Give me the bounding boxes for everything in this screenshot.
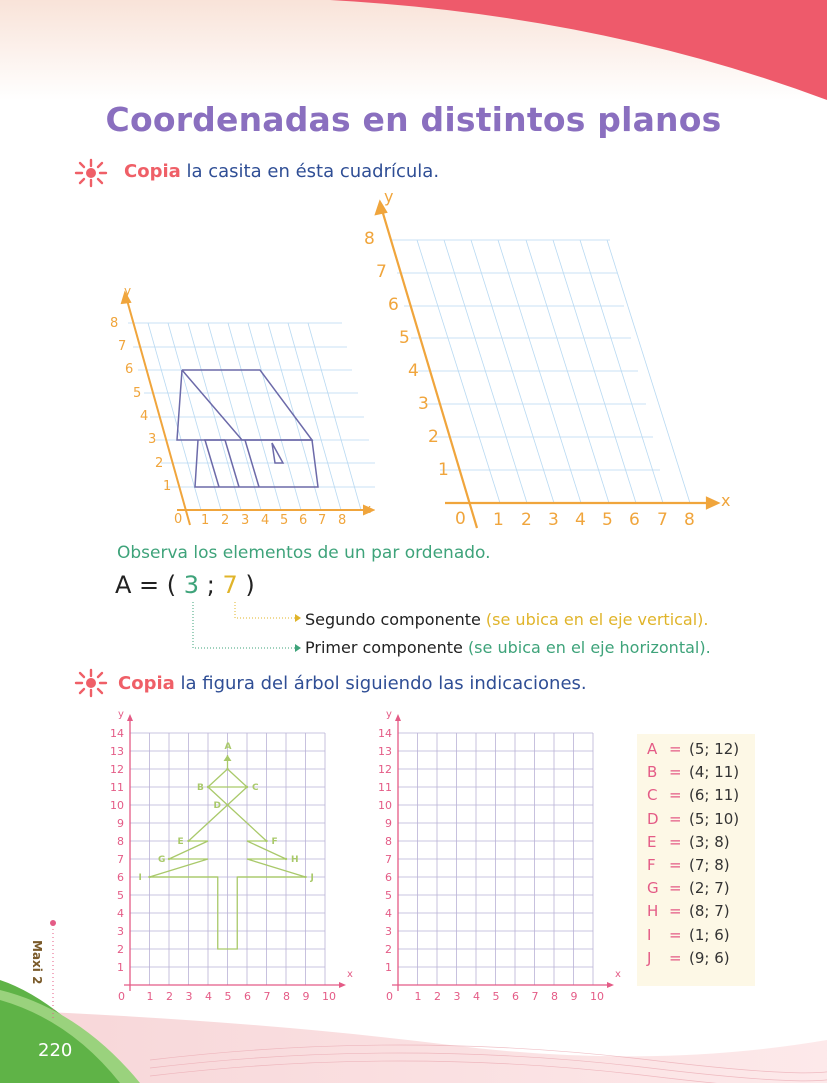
point-name: C (647, 786, 658, 805)
instruction-verb: Copia (118, 673, 175, 694)
tree-point-label: C (252, 783, 259, 793)
x-axis-arrow (339, 982, 346, 988)
axis-x-label: x (364, 502, 372, 516)
y-tick: 5 (399, 328, 410, 348)
ordered-pair (115, 571, 255, 599)
y-tick: 9 (385, 817, 392, 830)
y-tick: 3 (385, 925, 392, 938)
page-number: 220 (38, 1040, 73, 1061)
instruction-text: la casita en ésta cuadrícula. (180, 161, 440, 182)
sun-bullet-icon (73, 158, 109, 188)
y-tick: 2 (385, 943, 392, 956)
pair-y: 7 (222, 571, 238, 599)
y-tick: 11 (110, 781, 124, 794)
point-name: D (647, 809, 659, 828)
y-axis-arrow (127, 714, 133, 721)
y-tick: 12 (378, 763, 392, 776)
point-equals: = (669, 740, 682, 758)
axis-x-label: x (347, 969, 353, 980)
house-oblique-grid (105, 285, 375, 530)
instruction-verb: Copia (124, 161, 181, 182)
point-item (647, 902, 730, 920)
y-tick: 2 (155, 456, 164, 471)
pair-prefix: A = ( (115, 571, 177, 599)
tree-point (168, 858, 170, 860)
tree-point-label: F (271, 837, 278, 847)
point-coord: (1; 6) (689, 925, 730, 944)
point-equals: = (669, 856, 682, 874)
point-equals: = (669, 786, 682, 805)
tree-outline (228, 787, 248, 805)
point-equals: = (669, 948, 682, 967)
point-coord: (5; 12) (689, 740, 740, 758)
x-tick: 10 (322, 990, 336, 1003)
y-tick: 4 (408, 361, 419, 381)
x-tick: 6 (299, 513, 308, 528)
y-tick: 8 (117, 835, 124, 848)
point-coord: (2; 7) (689, 879, 730, 898)
tree-point-label: H (291, 855, 299, 865)
x-tick: 0 (174, 512, 183, 527)
y-tick: 1 (163, 479, 172, 494)
x-tick: 7 (263, 990, 271, 1003)
point-item (647, 879, 730, 897)
x-tick: 7 (657, 510, 668, 530)
instruction-text: la figura del árbol siguiendo las indicaciones. (174, 673, 587, 694)
tree-point (226, 804, 228, 806)
axis-y-label: y (386, 709, 392, 720)
point-item (647, 786, 739, 804)
second-component-label: Segundo componente (se ubica en el eje vertical). (305, 610, 709, 629)
y-tick: 1 (385, 961, 392, 974)
tree-point (304, 876, 306, 878)
point-item (647, 926, 730, 944)
y-axis-arrow (395, 714, 401, 721)
point-coord: (9; 6) (689, 948, 730, 967)
y-tick: 4 (140, 409, 149, 424)
x-axis-arrow (607, 982, 614, 988)
point-equals: = (669, 925, 682, 944)
x-tick: 8 (684, 510, 695, 530)
instruction-copy-tree (118, 673, 587, 694)
x-tick: 4 (473, 990, 480, 1003)
y-tick: 8 (385, 835, 392, 848)
y-tick: 5 (133, 386, 142, 401)
x-tick: 7 (318, 513, 327, 528)
page-title: Coordenadas en distintos planos (105, 100, 722, 139)
y-tick: 14 (378, 727, 392, 740)
x-tick: 3 (453, 990, 461, 1003)
x-tick: 8 (283, 990, 290, 1003)
x-tick: 0 (386, 990, 393, 1003)
tree-tip-arrow (224, 755, 232, 761)
y-tick: 7 (376, 262, 387, 282)
point-name: I (647, 925, 652, 944)
tree-point-label: G (158, 855, 166, 865)
point-item (647, 856, 730, 874)
y-tick: 7 (118, 339, 127, 354)
y-tick: 8 (364, 229, 375, 249)
y-tick: 11 (378, 781, 392, 794)
pair-sep: ; (206, 571, 215, 599)
x-tick: 8 (551, 990, 558, 1003)
point-item (647, 763, 739, 781)
tree-outline (208, 769, 228, 787)
x-tick: 6 (244, 990, 251, 1003)
y-tick: 13 (378, 745, 392, 758)
y-tick: 4 (385, 907, 392, 920)
x-tick: 5 (224, 990, 232, 1003)
point-item (647, 833, 730, 851)
point-coord: (7; 8) (689, 856, 730, 874)
x-tick: 10 (590, 990, 604, 1003)
point-item (647, 740, 739, 758)
tree-point (285, 858, 287, 860)
y-tick: 10 (378, 799, 392, 812)
y-tick: 13 (110, 745, 124, 758)
x-tick: 6 (512, 990, 519, 1003)
x-tick: 4 (205, 990, 212, 1003)
x-tick: 2 (166, 990, 173, 1003)
axis-y-label: y (124, 284, 132, 298)
empty-oblique-grid (360, 185, 740, 530)
y-tick: 3 (148, 432, 157, 447)
y-tick: 1 (117, 961, 124, 974)
y-tick: 6 (125, 362, 134, 377)
margin-dot (50, 920, 56, 926)
y-tick: 8 (110, 316, 119, 331)
series-label: Maxi 2 (30, 940, 44, 985)
x-tick: 1 (146, 990, 154, 1003)
point-item (647, 949, 730, 967)
x-tick: 7 (531, 990, 539, 1003)
tree-point (265, 840, 267, 842)
tree-point (226, 768, 228, 770)
y-tick: 6 (117, 871, 124, 884)
tree-point-label: A (224, 742, 232, 752)
axis-y-label: y (384, 187, 394, 206)
point-name: A (647, 740, 658, 758)
axis-x-label: x (721, 491, 731, 510)
y-tick: 3 (117, 925, 124, 938)
point-name: G (647, 879, 659, 898)
y-tick: 7 (117, 853, 124, 866)
x-tick: 0 (118, 990, 125, 1003)
point-coord: (5; 10) (689, 809, 740, 828)
y-tick: 3 (418, 394, 429, 414)
point-coord: (3; 8) (689, 832, 730, 851)
x-tick: 3 (185, 990, 193, 1003)
point-item (647, 810, 739, 828)
x-tick: 2 (521, 510, 532, 530)
tree-point-label: B (197, 783, 204, 793)
axis-x-label: x (615, 969, 621, 980)
point-coord: (4; 11) (689, 763, 740, 782)
point-equals: = (669, 879, 682, 898)
tree-point-label: E (177, 837, 184, 847)
first-component-label: Primer componente (se ubica en el eje horizontal). (305, 638, 711, 657)
pair-suffix: ) (245, 571, 255, 599)
x-tick: 4 (261, 513, 270, 528)
x-tick: 9 (570, 990, 578, 1003)
tree-point (207, 786, 209, 788)
x-tick: 1 (201, 513, 210, 528)
point-name: B (647, 763, 658, 782)
tree-point (148, 876, 150, 878)
tree-point (187, 840, 189, 842)
y-tick: 9 (117, 817, 124, 830)
y-tick: 1 (438, 460, 449, 480)
point-equals: = (669, 832, 682, 851)
x-tick: 2 (434, 990, 441, 1003)
y-tick: 5 (117, 889, 124, 902)
y-tick: 2 (428, 427, 439, 447)
x-tick: 1 (414, 990, 422, 1003)
empty-square-grid (368, 705, 628, 1005)
tree-point (246, 786, 248, 788)
observe-heading: Observa los elementos de un par ordenado. (117, 543, 491, 563)
x-tick: 6 (629, 510, 640, 530)
x-tick: 1 (493, 510, 504, 530)
x-tick: 3 (241, 513, 250, 528)
x-tick: 8 (338, 513, 347, 528)
point-equals: = (669, 763, 682, 782)
instruction-copy-house (124, 161, 439, 182)
x-tick: 3 (548, 510, 559, 530)
y-tick: 10 (110, 799, 124, 812)
x-tick: 5 (280, 513, 289, 528)
y-tick: 5 (385, 889, 392, 902)
point-equals: = (669, 902, 682, 921)
x-tick: 5 (602, 510, 613, 530)
tree-grid (100, 705, 360, 1005)
x-tick: 4 (575, 510, 586, 530)
x-tick: 5 (492, 990, 500, 1003)
y-tick: 14 (110, 727, 124, 740)
x-tick: 9 (302, 990, 310, 1003)
sun-bullet-icon (73, 668, 109, 698)
x-tick: 2 (221, 513, 230, 528)
point-coord: (8; 7) (689, 902, 730, 921)
x-tick: 0 (455, 509, 466, 529)
point-name: J (647, 948, 652, 967)
point-coord: (6; 11) (689, 786, 740, 805)
tree-point-label: I (138, 873, 142, 883)
tree-point-label: J (310, 873, 314, 883)
tree-point-label: D (213, 801, 221, 811)
y-tick: 7 (385, 853, 392, 866)
y-tick: 6 (385, 871, 392, 884)
pair-connector-lines (185, 598, 305, 658)
points-list (637, 734, 755, 986)
y-tick: 6 (388, 295, 399, 315)
tree-outline (228, 769, 248, 787)
point-name: F (647, 856, 656, 874)
y-tick: 4 (117, 907, 124, 920)
point-name: H (647, 902, 659, 921)
axis-y-label: y (118, 709, 124, 720)
pair-x: 3 (183, 571, 200, 599)
y-tick: 2 (117, 943, 124, 956)
point-equals: = (669, 809, 682, 828)
y-tick: 12 (110, 763, 124, 776)
point-name: E (647, 832, 657, 851)
